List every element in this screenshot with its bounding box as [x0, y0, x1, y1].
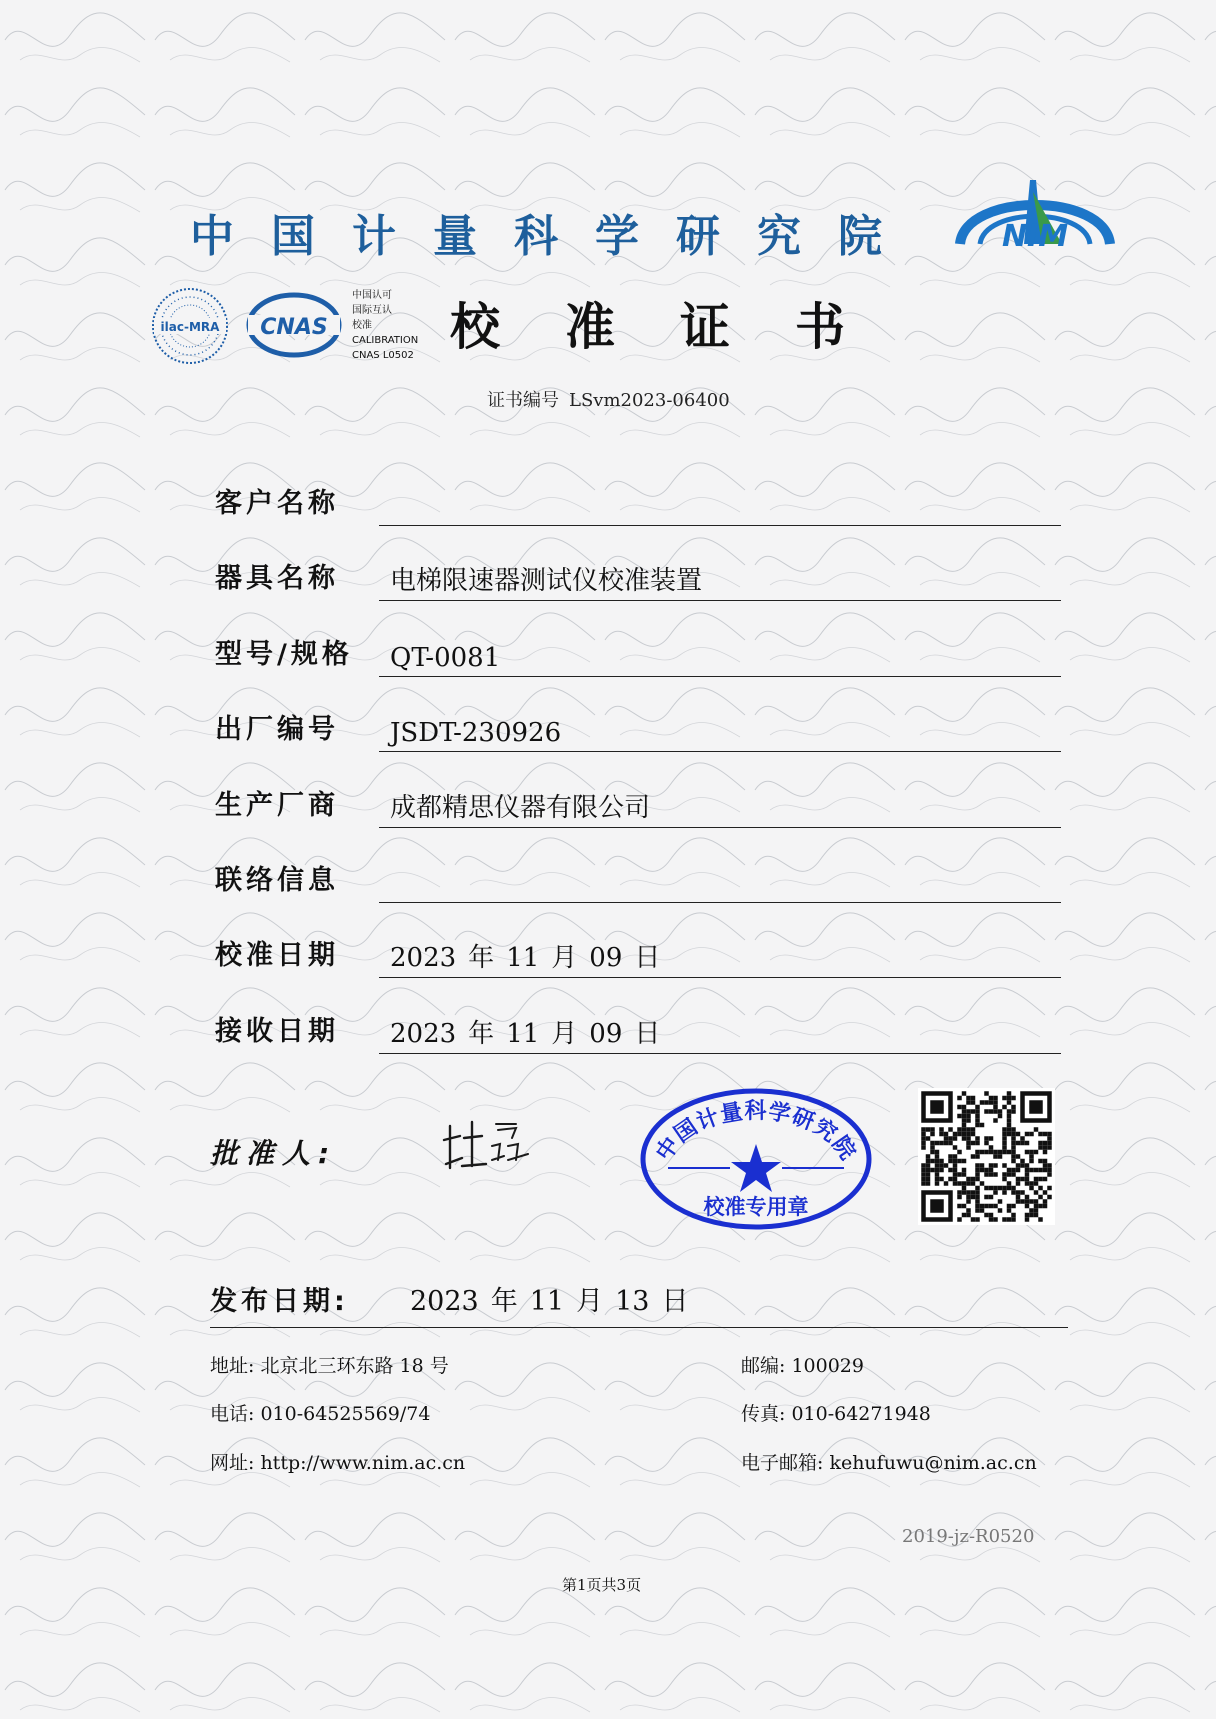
- institute-name: 中国计量科学研究院: [190, 211, 919, 262]
- contact-postcode: 邮编: 100029: [741, 1355, 864, 1377]
- approver-signature: [442, 1116, 534, 1182]
- field-instrument-name: [215, 561, 1061, 601]
- field-serial-number: [215, 712, 1061, 752]
- date-day-unit: 日: [634, 1019, 661, 1049]
- field-label: 器具名称: [215, 563, 339, 594]
- cnas-mark-line: CALIBRATION: [352, 335, 419, 346]
- date-month-unit: 月: [551, 1019, 578, 1049]
- date-year: 2023: [390, 943, 457, 973]
- date-day-unit: 日: [634, 943, 661, 973]
- date-year-unit: 年: [468, 1019, 495, 1049]
- contact-phone: 电话: 010-64525569/74: [210, 1403, 431, 1425]
- field-label: 型号/规格: [215, 639, 353, 670]
- field-underline: [379, 1053, 1061, 1054]
- date-day: 09: [589, 1019, 623, 1049]
- verification-qr-code[interactable]: [918, 1088, 1055, 1225]
- contact-email-link[interactable]: 电子邮箱: kehufuwu@nim.ac.cn: [741, 1452, 1037, 1474]
- date-month: 11: [506, 1019, 540, 1049]
- field-underline: [379, 977, 1061, 978]
- field-label: 校准日期: [215, 940, 339, 971]
- field-manufacturer: [215, 788, 1061, 828]
- field-calibration-date: [215, 938, 1061, 978]
- field-value: QT-0081: [390, 643, 501, 673]
- field-value: [390, 1013, 660, 1050]
- form-code: 2019-jz-R0520: [902, 1526, 1035, 1547]
- field-underline: [379, 902, 1061, 903]
- svg-text:NIM: NIM: [1001, 219, 1069, 254]
- svg-text:校准专用章: 校准专用章: [703, 1195, 809, 1219]
- svg-text:中国计量科学研究院: 中国计量科学研究院: [651, 1099, 861, 1166]
- cnas-mark-line: 校准: [352, 320, 372, 331]
- nim-logo: [950, 172, 1120, 264]
- date-day: 13: [615, 1286, 650, 1317]
- cnas-mark-line: 中国认可: [352, 290, 392, 301]
- cnas-calibration-mark: [352, 288, 418, 363]
- field-contact-info: [215, 863, 1061, 903]
- field-label: 出厂编号: [215, 714, 339, 745]
- field-label: 生产厂商: [215, 790, 339, 821]
- svg-text:ilac-MRA: ilac-MRA: [160, 320, 220, 334]
- certificate-number: [487, 386, 730, 412]
- field-underline: [379, 600, 1061, 601]
- date-month: 11: [529, 1286, 565, 1317]
- date-month-unit: 月: [551, 943, 578, 973]
- date-day: 09: [589, 943, 623, 973]
- issue-date-label: 发布日期:: [210, 1286, 349, 1317]
- field-underline: [379, 676, 1061, 677]
- cnas-mark-line: 国际互认: [352, 305, 392, 316]
- svg-text:CNAS: CNAS: [260, 315, 328, 340]
- ilac-mra-logo: [150, 286, 230, 370]
- certificate-number-value: LSvm2023-06400: [569, 390, 730, 411]
- field-label: 接收日期: [215, 1016, 339, 1047]
- field-label: 客户名称: [215, 488, 339, 519]
- field-value: JSDT-230926: [390, 718, 562, 748]
- field-received-date: [215, 1014, 1061, 1054]
- contact-website-link[interactable]: 网址: http://www.nim.ac.cn: [210, 1452, 466, 1474]
- approver-label: 批准人:: [210, 1137, 338, 1170]
- field-value: [390, 937, 660, 974]
- page-indicator: 第1页共3页: [562, 1576, 642, 1594]
- cnas-mark-line: CNAS L0502: [352, 350, 414, 361]
- field-value: 电梯限速器测试仪校准装置: [390, 566, 703, 596]
- field-label: 联络信息: [215, 865, 339, 896]
- date-year-unit: 年: [468, 943, 495, 973]
- field-customer-name: [215, 486, 1061, 526]
- field-underline: [379, 751, 1061, 752]
- field-model-spec: [215, 637, 1061, 677]
- date-month-unit: 月: [576, 1286, 604, 1317]
- field-underline: [379, 525, 1061, 526]
- issue-divider: [210, 1327, 1068, 1328]
- certificate-number-label: 证书编号: [487, 390, 559, 411]
- field-underline: [379, 827, 1061, 828]
- field-value: 成都精思仪器有限公司: [390, 793, 651, 823]
- date-year-unit: 年: [490, 1286, 518, 1317]
- contact-fax: 传真: 010-64271948: [741, 1403, 931, 1425]
- calibration-seal-stamp: [638, 1086, 874, 1236]
- date-month: 11: [506, 943, 540, 973]
- issue-date-value: [410, 1279, 688, 1318]
- date-year: 2023: [390, 1019, 457, 1049]
- certificate-title: 校准证书: [450, 298, 910, 356]
- contact-address: 地址: 北京北三环东路 18 号: [210, 1355, 449, 1377]
- date-day-unit: 日: [661, 1286, 689, 1317]
- date-year: 2023: [410, 1286, 479, 1317]
- cnas-logo: [246, 292, 342, 362]
